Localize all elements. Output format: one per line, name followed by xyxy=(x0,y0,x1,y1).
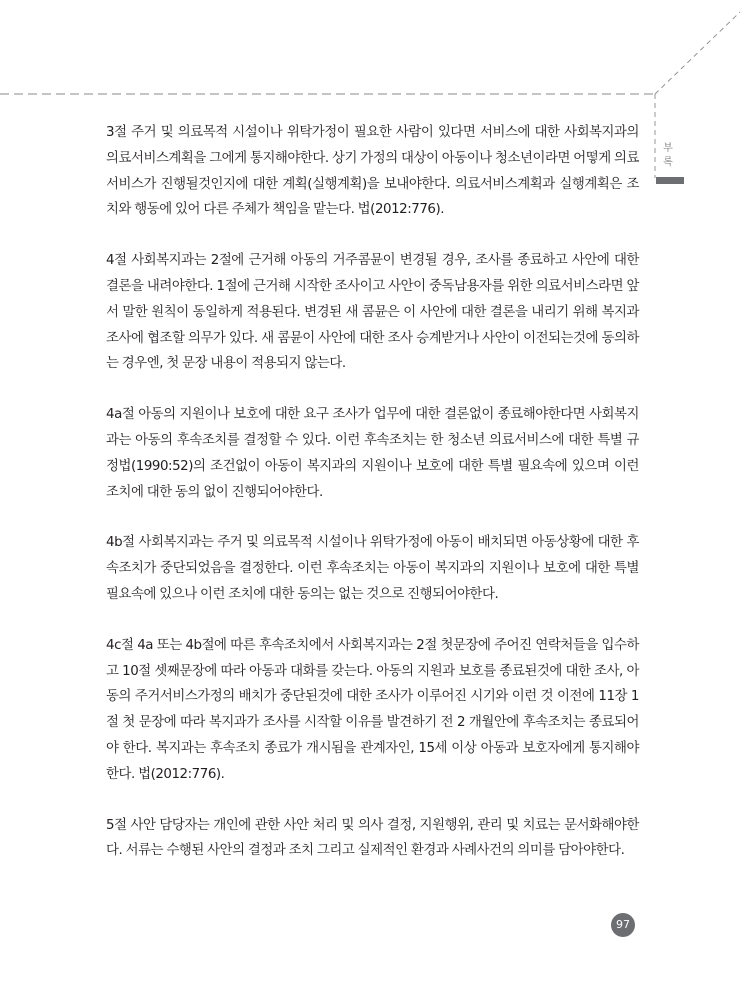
appendix-side-tab xyxy=(656,142,680,170)
page-number-badge: 97 xyxy=(611,913,635,937)
side-tab-bar xyxy=(656,177,684,184)
paragraph-section-4: 4절 사회복지과는 2절에 근거해 아동의 거주콤뮨이 변경될 경우, 조사를 종료하고 사안에 대한 결론을 내려야한다. 1절에 근거해 시작한 조사이고 사안이 중독남용자를 위한 의료서비스라면 앞서 말한 원칙이 동일하게 적용된다. 변경된 새 콤뮨은 이 사안에 대한 결론을 내리기 위해 복지과 조사에 협조할 의무가 있다. 새 콤뮨이 사안에 대한 조사 승계받거나 사안이 이전되는것에 동의하는 경우엔, 첫 문장 내용이 적용되지 않는다. xyxy=(106,253,639,372)
body-text xyxy=(106,120,639,864)
side-tab-char-1: 부 xyxy=(663,143,673,154)
paragraph-section-5: 5절 사안 담당자는 개인에 관한 사안 처리 및 의사 결정, 지원행위, 관리 및 치료는 문서화해야한다. 서류는 수행된 사안의 결정과 조치 그리고 실제적인 환경과 사례사건의 의미를 담아야한다. xyxy=(106,817,639,859)
paragraph-section-4c: 4c절 4a 또는 4b절에 따른 후속조치에서 사회복지과는 2절 첫문장에 주어진 연락처들을 입수하고 10절 셋째문장에 따라 아동과 대화를 갖는다. 아동의 지원과 보호를 종료된것에 대한 조사, 아동의 주거서비스가정의 배치가 중단된것에 대한 조사가 이루어진 시기와 이런 것 이전에 11장 1절 첫 문장에 따라 복지과가 조사를 시작할 이유를 발견하기 전 2 개월안에 후속조치는 종료되어야 한다. 복지과는 후속조치 종료가 개시됨을 관계자인, 15세 이상 아동과 보호자에게 통지해야한다. 법(2012:776). xyxy=(106,637,639,782)
side-tab-char-2: 록 xyxy=(663,157,673,168)
paragraph-section-4a: 4a절 아동의 지원이나 보호에 대한 요구 조사가 업무에 대한 결론없이 종료해야한다면 사회복지과는 아동의 후속조치를 결정할 수 있다. 이런 후속조치는 한 청소년 의료서비스에 대한 특별 규정법(1990:52)의 조건없이 아동이 복지과의 지원이나 보호에 대한 특별 필요속에 있으며 이런 조치에 대한 동의 없이 진행되어야한다. xyxy=(106,407,639,500)
corner-diagonal-dashed-line xyxy=(655,12,740,94)
paragraph-section-4b: 4b절 사회복지과는 주거 및 의료목적 시설이나 위탁가정에 아동이 배치되면 아동상황에 대한 후속조치가 중단되었음을 결정한다. 이런 후속조치는 아동이 복지과의 지원이나 보호에 대한 특별 필요속에 있으나 이런 조치에 대한 동의는 없는 것으로 진행되어야한다. xyxy=(106,535,639,602)
paragraph-section-3: 3절 주거 및 의료목적 시설이나 위탁가정이 필요한 사람이 있다면 서비스에 대한 사회복지과의 의료서비스계획을 그에게 통지해야한다. 상기 가정의 대상이 아동이나 청소년이라면 어떻게 의료서비스가 진행될것인지에 대한 계획(실행계획)을 보내야한다. 의료서비스계획과 실행계획은 조치와 행동에 있어 다른 주체가 책임을 맡는다. 법(2012:776). xyxy=(106,125,639,218)
